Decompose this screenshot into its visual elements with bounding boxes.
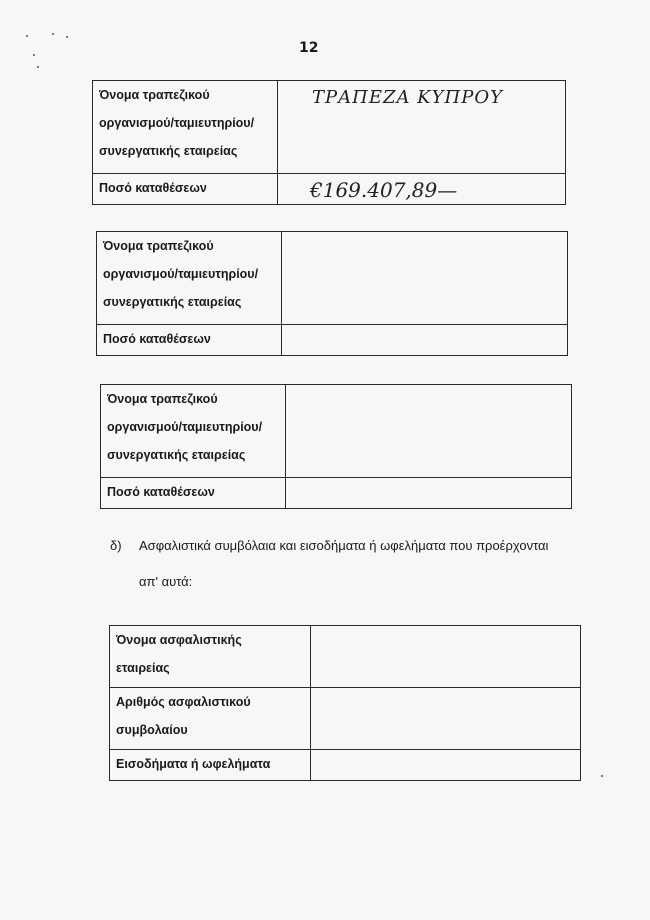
label-line: Όνομα τραπεζικού bbox=[103, 239, 214, 253]
bank-table-3 bbox=[100, 384, 572, 509]
label-line: συμβολαίου bbox=[116, 723, 188, 737]
label-line: Ποσό καταθέσεων bbox=[99, 181, 207, 195]
page-number: 12 bbox=[299, 40, 319, 56]
amount-field[interactable] bbox=[286, 478, 572, 509]
policy-number-field[interactable] bbox=[311, 688, 581, 750]
bank-name-handwritten: ΤΡΑΠΕΖΑ ΚΥΠΡΟΥ bbox=[312, 87, 503, 108]
amount-label bbox=[101, 478, 286, 509]
label-line: συνεργατικής εταιρείας bbox=[99, 144, 238, 158]
insurance-table bbox=[109, 625, 581, 781]
label-line: εταιρείας bbox=[116, 661, 170, 675]
amount-field[interactable] bbox=[278, 174, 566, 205]
amount-field[interactable] bbox=[282, 325, 568, 356]
amount-label bbox=[97, 325, 282, 356]
bank-name-label bbox=[101, 385, 286, 478]
label-line: συνεργατικής εταιρείας bbox=[107, 448, 246, 462]
bank-name-field[interactable] bbox=[286, 385, 572, 478]
bank-name-field[interactable] bbox=[278, 81, 566, 174]
bank-table-2 bbox=[96, 231, 568, 356]
label-line: οργανισμού/ταμιευτηρίου/ bbox=[107, 420, 263, 434]
scan-speck bbox=[66, 36, 68, 38]
amount-label bbox=[93, 174, 278, 205]
income-benefits-field[interactable] bbox=[311, 750, 581, 781]
amount-handwritten: €169.407,89— bbox=[310, 178, 458, 202]
scan-speck bbox=[26, 35, 28, 37]
label-line: οργανισμού/ταμιευτηρίου/ bbox=[103, 267, 259, 281]
label-line: Όνομα τραπεζικού bbox=[99, 88, 210, 102]
label-line: Όνομα τραπεζικού bbox=[107, 392, 218, 406]
label-line: Εισοδήματα ή ωφελήματα bbox=[116, 757, 271, 771]
scan-speck bbox=[52, 33, 54, 35]
scan-speck bbox=[601, 775, 603, 777]
section-text-line-2: απ' αυτά: bbox=[139, 574, 193, 589]
label-line: Ποσό καταθέσεων bbox=[107, 485, 215, 499]
insurance-company-label bbox=[110, 626, 311, 688]
scan-speck bbox=[37, 66, 39, 68]
label-line: Ποσό καταθέσεων bbox=[103, 332, 211, 346]
label-line: Όνομα ασφαλιστικής bbox=[116, 633, 242, 647]
label-line: Αριθμός ασφαλιστικού bbox=[116, 695, 251, 709]
bank-name-label bbox=[97, 232, 282, 325]
income-benefits-label bbox=[110, 750, 311, 781]
bank-name-field[interactable] bbox=[282, 232, 568, 325]
section-text-line-1: Ασφαλιστικά συμβόλαια και εισοδήματα ή ωφελήματα που προέρχονται bbox=[139, 538, 549, 553]
insurance-company-field[interactable] bbox=[311, 626, 581, 688]
bank-table-1 bbox=[92, 80, 566, 205]
section-marker: δ) bbox=[110, 538, 122, 553]
bank-name-label bbox=[93, 81, 278, 174]
label-line: συνεργατικής εταιρείας bbox=[103, 295, 242, 309]
policy-number-label bbox=[110, 688, 311, 750]
scan-speck bbox=[33, 54, 35, 56]
label-line: οργανισμού/ταμιευτηρίου/ bbox=[99, 116, 255, 130]
